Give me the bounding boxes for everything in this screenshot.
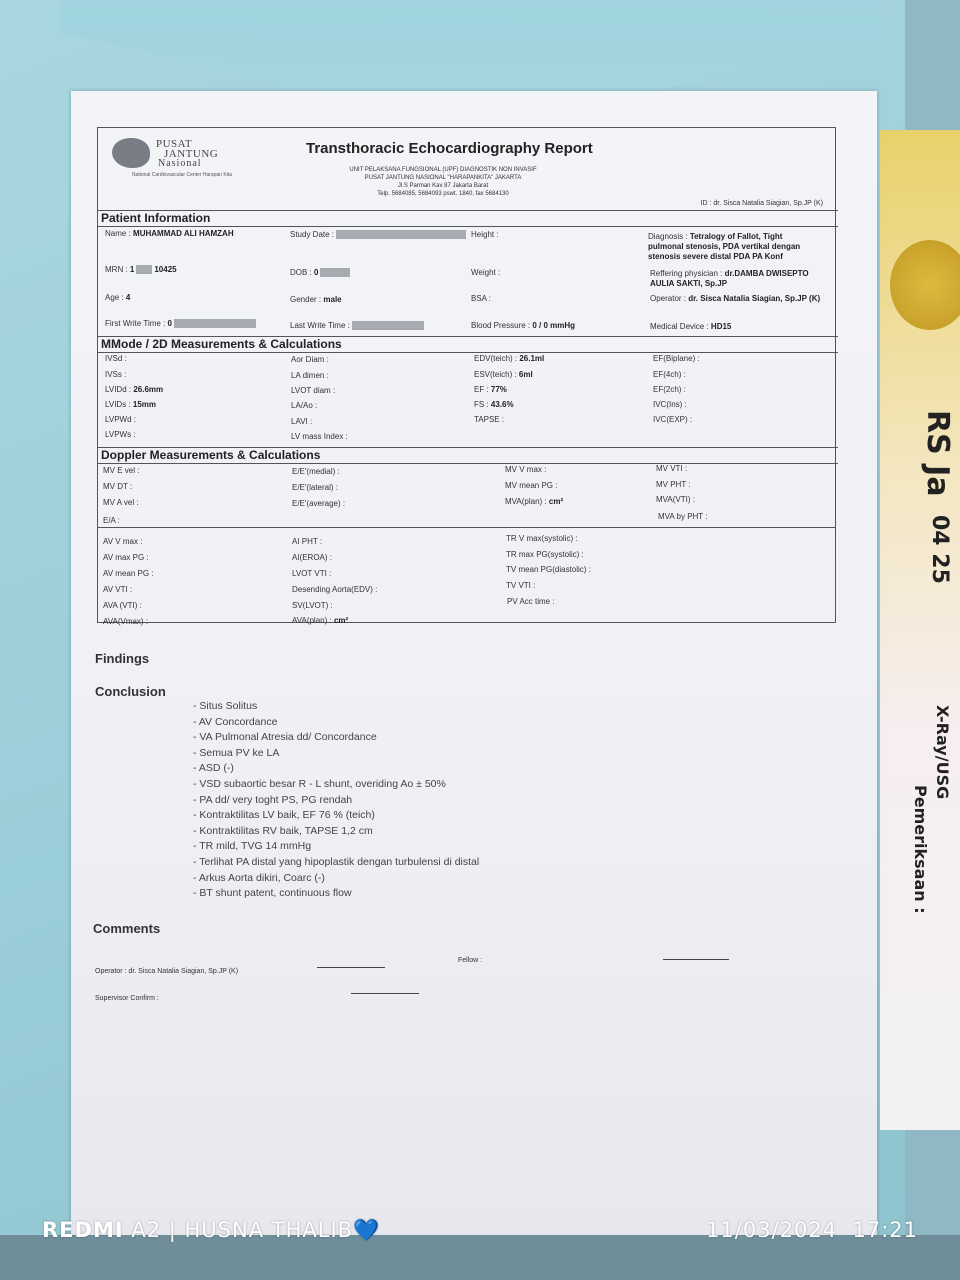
mmode-ef [474,385,507,394]
mmode-ivc-ins [653,400,687,409]
bp-label: Blood Pressure : [471,321,531,330]
mmode-label: FS : [474,400,489,409]
mmode-aor-diam [291,355,329,364]
conclusion-list [193,699,479,902]
supervisor-signature-label: Supervisor Confirm : [95,995,159,1002]
doppler-label: TR max PG(systolic) : [506,550,584,559]
mmode-lavi [291,417,312,426]
side-text-2: 04 25 [927,515,952,584]
operator-value: dr. Sisca Natalia Siagian, Sp.JP (K) [688,294,821,303]
report-frame [97,127,836,626]
doppler-label: AV max PG : [103,553,149,562]
mmode-ivc-exp [653,415,692,424]
mmode-ef-biplane [653,354,700,363]
diagnosis-label: Diagnosis : [648,232,688,241]
gold-seal-icon [890,240,960,330]
doppler-label: E/E'(lateral) : [292,483,338,492]
report-title: Transthoracic Echocardiography Report [306,140,593,157]
conclusion-item: - Semua PV ke LA [193,746,280,759]
conclusion-item: - Situs Solitus [193,700,258,712]
blue-heart-icon: 💙 [353,1218,381,1242]
unit-line: Telp. 5684085, 5684093 pswt. 1840, fax 5684130 [377,191,509,197]
fellow-signature-line [663,959,729,960]
doppler-label: MV E vel : [103,466,140,475]
doppler-label: MV VTI : [656,464,688,473]
mmode-label: IVSs : [105,370,127,379]
camera-watermark [42,1218,380,1243]
mmode-label: LVOT diam : [291,386,336,395]
patient-info-heading: Patient Information [98,210,838,227]
mmode-lvpws [105,430,136,439]
doppler-heading: Doppler Measurements & Calculations [98,447,838,464]
conclusion-item: - Kontraktilitas RV baik, TAPSE 1,2 cm [193,824,373,837]
doppler-label: AV VTI : [103,585,133,594]
mmode-label: LV mass Index : [291,432,348,441]
mmode-edv [474,354,544,363]
redaction [174,319,256,328]
mmode-label: Aor Diam : [291,355,329,364]
operator-signature-line [317,967,385,968]
fellow-signature-label: Fellow : [458,957,483,964]
mmode-label: EF(2ch) : [653,385,686,394]
logo-line1: PUSAT [156,138,193,150]
name-value: MUHAMMAD ALI HAMZAH [133,229,234,238]
mmode-label: LVIDd : [105,385,132,394]
redaction [336,230,466,239]
ava-plan-field [292,616,348,625]
diagnosis-value: Tetralogy of Fallot, Tight pulmonal stenosis, PDA vertikal dengan stenosis severe distal PDA PA Konf [648,232,801,261]
doppler-label: MV mean PG : [505,481,558,490]
hospital-logo [112,136,252,182]
doppler-label: LVOT VTI : [292,569,332,578]
doppler-label: PV Acc time : [507,597,555,606]
doppler-label: E/E'(medial) : [292,467,340,476]
bsa-label: BSA : [471,294,492,303]
mmode-label: EF(4ch) : [653,370,686,379]
conclusion-item: - ASD (-) [193,762,234,775]
redaction [320,268,350,277]
device-label: Medical Device : [650,322,709,331]
conclusion-item: - TR mild, TVG 14 mmHg [193,840,312,853]
mmode-value: 43.6% [490,400,514,409]
name-field [105,229,234,238]
dob-field [290,268,352,277]
dob-label: DOB : [290,268,312,277]
mmode-label: EDV(teich) : [474,354,518,363]
mmode-label: LVPWs : [105,430,136,439]
mmode-tapse [474,415,504,424]
first-write-value: 0 [167,319,172,328]
mmode-lvidd [105,385,163,394]
comments-title: Comments [93,921,161,936]
doppler-label: AI PHT : [292,537,323,546]
doppler-label: MV PHT : [656,480,691,489]
mmode-lv-mass [291,432,348,441]
report-id: ID : dr. Sisca Natalia Siagian, Sp.JP (K) [700,200,823,207]
mmode-la-dimen [291,371,329,380]
mrn-suffix: 10425 [154,265,177,274]
doppler-label: AI(EROA) : [292,553,333,562]
gender-value: male [323,295,342,304]
doppler-label: MV V max : [505,465,547,474]
device-field [650,322,731,331]
doppler-divider [98,527,835,528]
redaction [136,265,152,274]
mmode-label: IVC(EXP) : [653,415,693,424]
conclusion-item: - Arkus Aorta dikiri, Coarc (-) [193,871,325,884]
mmode-label: EF(Biplane) : [653,354,700,363]
dob-value: 0 [314,268,319,277]
gender-label: Gender : [290,295,322,304]
watermark-time: 17:21 [852,1218,918,1242]
mmode-value: 26.1ml [519,354,545,363]
doppler-label: Desending Aorta(EDV) : [292,585,378,594]
ref-value: dr.DAMBA DWISEPTO AULIA SAKTI, Sp.JP [650,269,809,288]
study-date-label: Study Date : [290,230,335,239]
doppler-label: TV mean PG(diastolic) : [506,565,591,574]
age-field [105,293,130,302]
doppler-label: AV V max : [103,537,143,546]
conclusion-item: - VSD subaortic besar R - L shunt, overiding Ao ± 50% [193,777,446,790]
height-label: Height : [471,230,499,239]
doppler-label: MVA(VTI) : [656,495,695,504]
doppler-label: AV mean PG : [103,569,154,578]
age-label: Age : [105,293,124,302]
conclusion-item: - Kontraktilitas LV baik, EF 76 % (teich) [193,809,375,822]
side-text-4: Pemeriksaan : [911,785,930,914]
report-paper [71,91,877,1241]
mmode-label: IVSd : [105,354,127,363]
ava-unit: cm² [333,616,349,625]
mmode-value: 77% [490,385,507,394]
mmode-la-ao [291,401,317,410]
name-label: Name : [105,229,131,238]
operator-label: Operator : [650,294,687,303]
mmode-label: LAVI : [291,417,313,426]
mmode-lvpwd [105,415,136,424]
mmode-ef-4ch [653,370,686,379]
conclusion-title: Conclusion [95,684,166,699]
doppler-label: AVA(plan) : [292,616,332,625]
mmode-ivss [105,370,126,379]
conclusion-item: - AV Concordance [193,715,278,728]
logo-line2: JANTUNG [164,148,219,160]
mmode-label: LA/Ao : [291,401,318,410]
watermark-brand: REDMI [42,1218,124,1242]
doppler-label: MV A vel : [103,498,139,507]
logo-line3: Nasional [158,158,202,169]
mva-plan-field [505,497,563,506]
unit-line: PUSAT JANTUNG NASIONAL "HARAPANKITA" JAKARTA [364,175,522,181]
doppler-label: AVA(Vmax) : [103,617,149,626]
mrn-label: MRN : [105,265,128,274]
mrn-prefix: 1 [129,265,135,274]
operator-field [650,294,822,304]
ref-label: Reffering physician : [650,269,723,278]
mmode-label: TAPSE : [474,415,505,424]
weight-label: Weight : [471,268,501,277]
mmode-lvids [105,400,156,409]
doppler-label: E/A : [103,516,120,525]
mmode-value: 26.6mm [133,385,164,394]
diagnosis-field [648,232,818,262]
mmode-fs [474,400,514,409]
side-text-3: X-Ray/USG [933,705,952,800]
doppler-label: AVA (VTI) : [103,601,142,610]
first-write-field [105,319,258,328]
gender-field [290,295,342,304]
heart-logo-icon [112,138,150,168]
bp-field [471,321,575,330]
redaction [352,321,424,330]
logo-subtitle: National Cardiovascular Center Harapan Kita [132,172,233,178]
mmode-value: 15mm [132,400,156,409]
unit-address [338,166,548,198]
ref-physician-field [650,269,822,289]
unit-line: UNIT PELAKSANA FUNGSIONAL (UPF) DIAGNOSTIK NON INVASIF [349,167,537,173]
findings-title: Findings [95,651,150,666]
mmode-esv [474,370,533,379]
doppler-label: TR V max(systolic) : [506,534,578,543]
operator-signature-label: Operator : dr. Sisca Natalia Siagian, Sp.JP (K) [95,968,239,975]
device-value: HD15 [710,322,732,331]
doppler-label: MVA(plan) : [505,497,547,506]
mmode-lvot-diam [291,386,335,395]
conclusion-item: - VA Pulmonal Atresia dd/ Concordance [193,731,377,744]
conclusion-item: - BT shunt patent, continuous flow [193,887,352,900]
mmode-value: 6ml [518,370,533,379]
last-write-field [290,321,426,330]
conclusion-item: - PA dd/ very toght PS, PG rendah [193,793,353,806]
mmode-label: LA dimen : [291,371,329,380]
watermark-text: A2 | HUSNA THALIB [131,1218,354,1242]
last-write-label: Last Write Time : [290,321,350,330]
doppler-label: MVA by PHT : [658,512,708,521]
mmode-ef-2ch [653,385,686,394]
first-write-label: First Write Time : [105,319,166,328]
camera-datestamp [706,1218,918,1242]
mrn-field [105,265,177,274]
mmode-label: LVIDs : [105,400,131,409]
doppler-label: TV VTI : [506,581,536,590]
doppler-label: MV DT : [103,482,133,491]
bp-value: 0 / 0 mmHg [532,321,576,330]
supervisor-signature-line [351,993,419,994]
mmode-label: LVPWd : [105,415,136,424]
doppler-label: SV(LVOT) : [292,601,333,610]
mmode-label: IVC(Ins) : [653,400,687,409]
mmode-heading: MMode / 2D Measurements & Calculations [98,336,838,353]
mmode-label: ESV(teich) : [474,370,517,379]
age-value: 4 [125,293,131,302]
doppler-label: E/E'(average) : [292,499,346,508]
watermark-date: 11/03/2024 [706,1218,838,1242]
conclusion-item: - Terlihat PA distal yang hipoplastik dengan turbulensi di distal [193,855,480,868]
mva-unit: cm² [548,497,564,506]
mmode-label: EF : [474,385,489,394]
unit-line: Jl.S Parman Kav 87 Jakarta Barat [397,183,489,189]
mmode-ivsd [105,354,127,363]
side-text-1: RS Ja [920,410,955,497]
study-date-field [290,230,468,239]
